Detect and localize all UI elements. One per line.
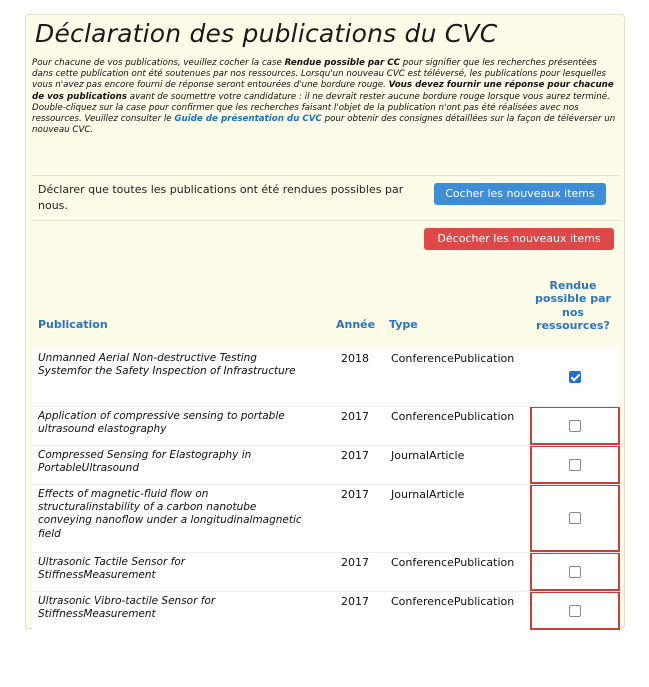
column-header-year[interactable]: Année	[336, 318, 376, 331]
divider	[32, 175, 620, 176]
publication-type: JournalArticle	[391, 488, 465, 501]
check-new-items-button[interactable]: Cocher les nouveaux items	[434, 183, 606, 205]
rendue-possible-checkbox[interactable]	[569, 459, 581, 471]
emphasis-required-response: Vous devez fournir une réponse pour chacune de vos publications	[32, 80, 614, 102]
possible-checkbox-cell[interactable]	[530, 406, 620, 445]
possible-checkbox-cell[interactable]	[530, 348, 620, 406]
publication-type: JournalArticle	[391, 449, 465, 462]
declare-all-text: Déclarer que toutes les publications ont été rendues possibles par nous.	[38, 183, 404, 212]
publication-title: Ultrasonic Tactile Sensor for StiffnessMeasurement	[38, 556, 186, 582]
guide-link[interactable]: Guide de présentation du CVC	[174, 114, 322, 125]
rendue-possible-checkbox[interactable]	[569, 512, 581, 524]
publication-year: 2017	[341, 595, 369, 608]
instructions-text: Pour chacune de vos publications, veuillez cocher la case Rendue possible par CC pour signifier que les recherches présentées dans cette publication ont été soutenues par nos ressources. Lorsqu'un nouveau CVC est téléversé, les publications pour lesquelles vous n'avez pas encore fourni de réponse seront entourées d'une bordure rouge. Vous devez fournir une réponse pour chacune de vos publications avant de soumettre votre candidature : il ne devrait rester aucune bordure rouge lorsque vous aurez terminé. Double-cliquez sur la case pour confirmer que les recherches faisant l'objet de la publication n'ont pas été réalisées avec nos ressources. Veuillez consulter le Guide de présentation du CVC pour obtenir des consignes détaillées sur la façon de téléverser un nouveau CVC.	[32, 58, 616, 136]
table-header	[32, 265, 620, 357]
table-row	[32, 445, 620, 484]
publication-year: 2017	[341, 449, 369, 462]
page-title: Déclaration des publications du CVC	[35, 19, 498, 48]
publication-type: ConferencePublication	[391, 595, 515, 608]
publication-year: 2018	[341, 352, 369, 365]
table-row	[32, 406, 620, 445]
publication-title: Compressed Sensing for Elastography in PortableUltrasound	[38, 449, 252, 475]
column-header-publication[interactable]: Publication	[38, 318, 108, 331]
publication-type: ConferencePublication	[391, 556, 515, 569]
publication-title: Effects of magnetic-fluid flow on structuralinstability of a carbon nanotube conveying nanoflow under a longitudinalmagnetic field	[38, 488, 302, 540]
table-row	[32, 552, 620, 591]
row-divider	[32, 406, 620, 407]
publication-title: Ultrasonic Vibro-tactile Sensor for StiffnessMeasurement	[38, 595, 216, 621]
possible-checkbox-cell[interactable]	[530, 591, 620, 630]
possible-checkbox-cell[interactable]	[530, 445, 620, 484]
rendue-possible-checkbox[interactable]	[569, 566, 581, 578]
publication-year: 2017	[341, 410, 369, 423]
column-header-type[interactable]: Type	[389, 318, 418, 331]
uncheck-new-items-button[interactable]: Décocher les nouveaux items	[424, 228, 614, 250]
row-divider	[32, 591, 620, 592]
rendue-possible-checkbox[interactable]	[569, 371, 581, 383]
row-divider	[32, 552, 620, 553]
publication-year: 2017	[341, 556, 369, 569]
table-row	[32, 348, 620, 406]
possible-checkbox-cell[interactable]	[530, 552, 620, 591]
publication-title: Unmanned Aerial Non-destructive Testing Systemfor the Safety Inspection of Infrastructure	[38, 352, 296, 378]
divider	[32, 220, 620, 221]
row-divider	[32, 484, 620, 485]
table-row	[32, 591, 620, 630]
emphasis-rendue-possible: Rendue possible par CC	[284, 58, 401, 68]
publications-panel	[25, 14, 625, 629]
publication-type: ConferencePublication	[391, 410, 515, 423]
column-header-possible[interactable]: Rendue possible par nos ressources?	[535, 279, 611, 333]
publication-title: Application of compressive sensing to portable ultrasound elastography	[38, 410, 285, 436]
rendue-possible-checkbox[interactable]	[569, 605, 581, 617]
row-divider	[32, 445, 620, 446]
table-body	[32, 348, 620, 630]
table-row	[32, 484, 620, 552]
publication-type: ConferencePublication	[391, 352, 515, 365]
publication-year: 2017	[341, 488, 369, 501]
rendue-possible-checkbox[interactable]	[569, 420, 581, 432]
possible-checkbox-cell[interactable]	[530, 484, 620, 552]
